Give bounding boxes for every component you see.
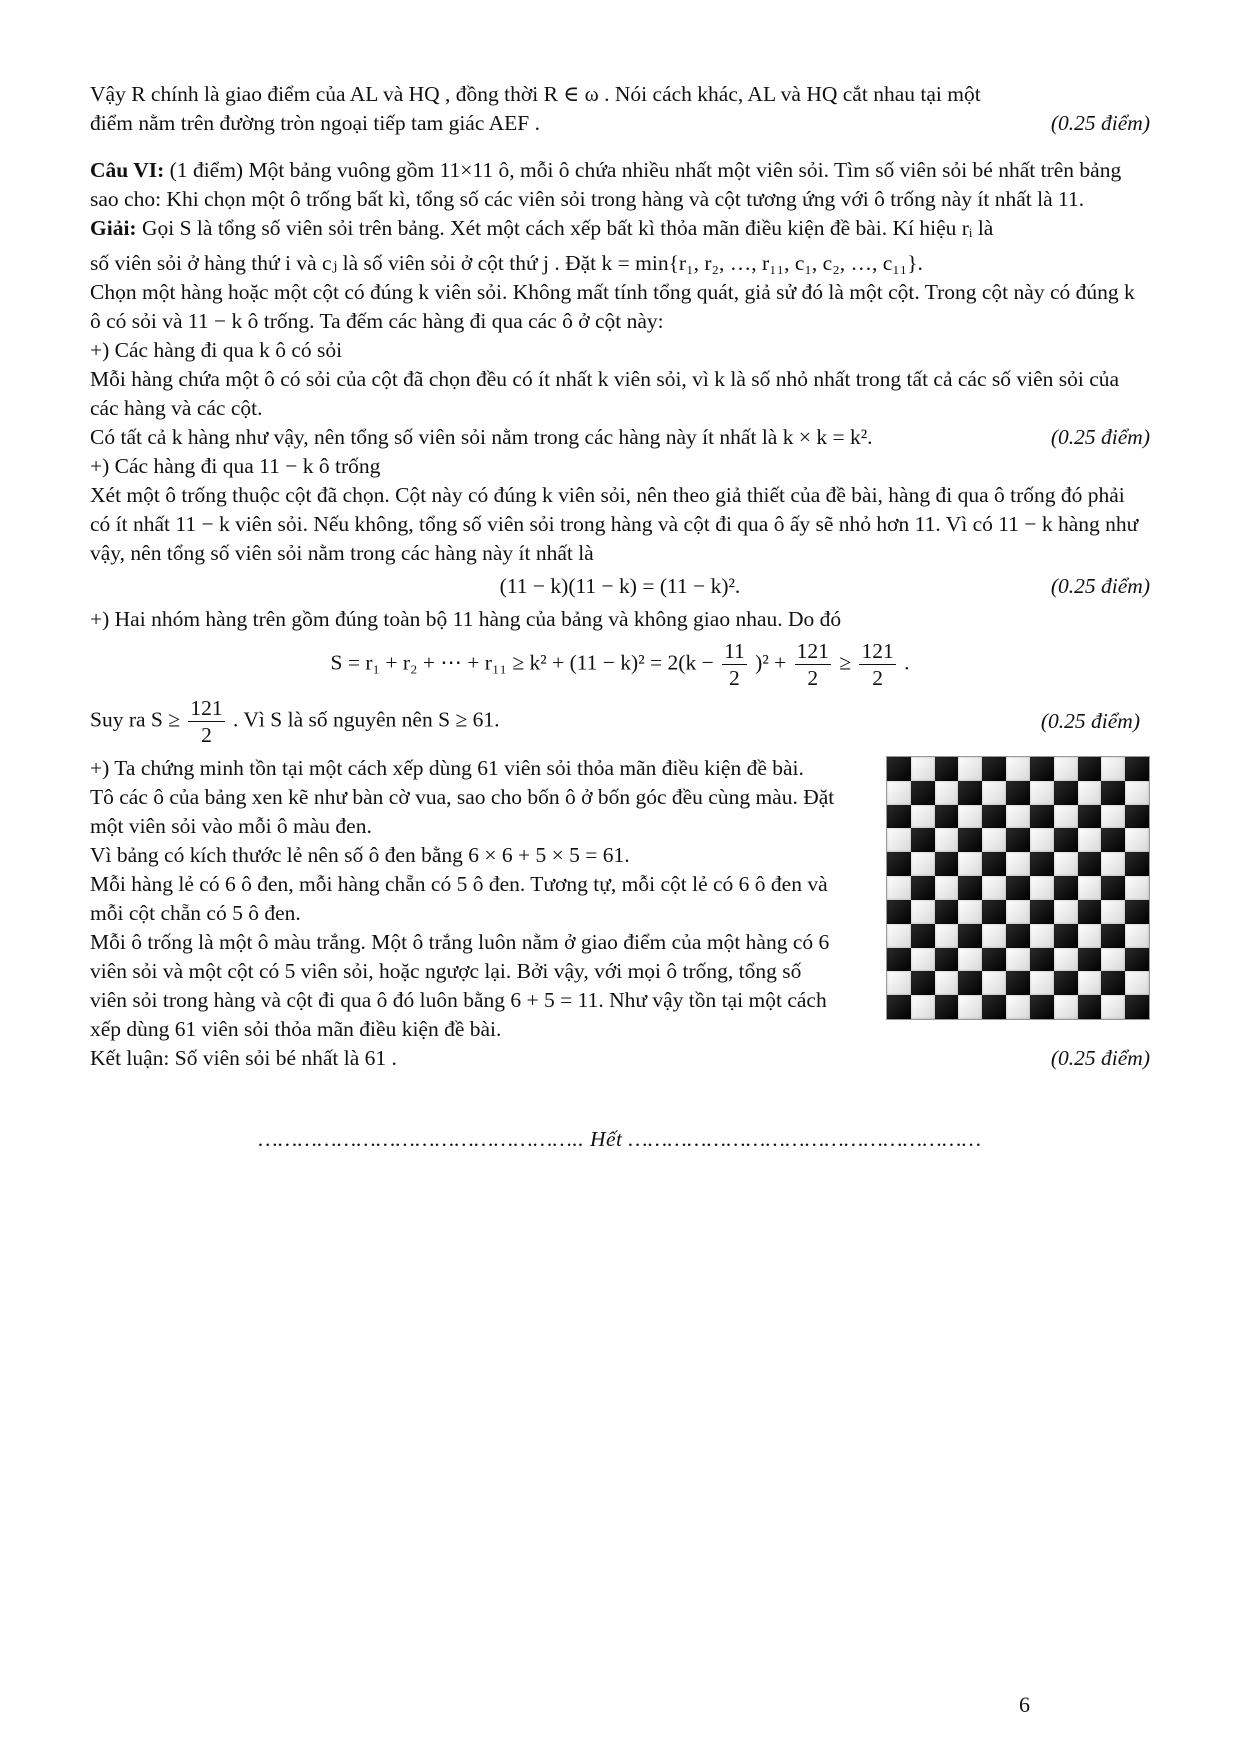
solution-p5: Mỗi hàng chứa một ô có sỏi của cột đã chọn đều có ít nhất k viên sỏi, vì k là số nhỏ nhất trong tất cả các số viên sỏi của các hàng và các cột. [90, 367, 1120, 420]
black-cell [958, 971, 982, 995]
white-cell [1006, 948, 1030, 972]
fraction-denominator: 2 [872, 666, 883, 690]
black-cell [935, 805, 959, 829]
equation-2-ge: ≥ [839, 650, 852, 675]
solution-p7: +) Các hàng đi qua 11 − k ô trống [90, 454, 381, 478]
black-cell [1125, 995, 1149, 1019]
white-cell [1030, 876, 1054, 900]
black-cell [1030, 900, 1054, 924]
white-cell [982, 828, 1006, 852]
black-cell [1006, 971, 1030, 995]
construction-section [90, 754, 1150, 1044]
white-cell [1054, 852, 1078, 876]
fraction-numerator: 121 [861, 639, 894, 663]
fraction-121-over-2-b [859, 638, 895, 691]
black-cell [1101, 924, 1125, 948]
document-page [90, 80, 1150, 1154]
solution-label: Giải: [90, 216, 137, 240]
white-cell [1054, 948, 1078, 972]
solution-p10-a: Suy ra S ≥ [90, 707, 181, 732]
black-cell [958, 828, 982, 852]
solution-p10-b: . Vì S là số nguyên nên S ≥ 61. [233, 707, 500, 732]
black-cell [1078, 948, 1102, 972]
black-cell [911, 971, 935, 995]
equation-1: (11 − k)(11 − k) = (11 − k)². [499, 574, 741, 598]
solution-p15: Mỗi ô trống là một ô màu trắng. Một ô trắng luôn nằm ở giao điểm của một hàng có 6 viên sỏi và một cột có 5 viên sỏi, hoặc ngược lại. Bởi vậy, với mọi ô trống, tổng số viên sỏi trong hàng và cột đi qua ô đó luôn bằng 6 + 5 = 11. Như vậy tồn tại một cách xếp dùng 61 viên sỏi thỏa mãn điều kiện đề bài. [90, 930, 830, 1041]
checkerboard-figure [886, 756, 1150, 1020]
white-cell [958, 995, 982, 1019]
white-cell [1030, 781, 1054, 805]
white-cell [1054, 995, 1078, 1019]
black-cell [1030, 948, 1054, 972]
white-cell [887, 876, 911, 900]
white-cell [982, 924, 1006, 948]
black-cell [1054, 781, 1078, 805]
fraction-11-over-2 [722, 638, 747, 691]
black-cell [935, 948, 959, 972]
black-cell [1125, 948, 1149, 972]
white-cell [935, 971, 959, 995]
solution-p4: +) Các hàng đi qua k ô có sỏi [90, 338, 343, 362]
white-cell [887, 828, 911, 852]
black-cell [887, 757, 911, 781]
black-cell [1054, 876, 1078, 900]
conclusion: Kết luận: Số viên sỏi bé nhất là 61 . [90, 1046, 397, 1070]
white-cell [911, 995, 935, 1019]
white-cell [1054, 900, 1078, 924]
solution-p10-row [90, 695, 1150, 748]
white-cell [1125, 971, 1149, 995]
black-cell [1078, 852, 1102, 876]
fraction-121-over-2 [795, 638, 831, 691]
black-cell [935, 852, 959, 876]
black-cell [1101, 828, 1125, 852]
solution-p6-points: (0.25 điểm) [1050, 425, 1150, 449]
black-cell [887, 948, 911, 972]
white-cell [982, 876, 1006, 900]
equation-2-end: . [904, 650, 910, 675]
equation-1-row [90, 572, 1150, 601]
equation-1-points: (0.25 điểm) [1050, 574, 1150, 598]
white-cell [911, 757, 935, 781]
black-cell [1078, 995, 1102, 1019]
white-cell [958, 852, 982, 876]
black-cell [982, 757, 1006, 781]
solution-p13: Vì bảng có kích thước lẻ nên số ô đen bằng 6 × 6 + 5 × 5 = 61. [90, 843, 630, 867]
black-cell [982, 948, 1006, 972]
equation-2-mid: )² + [755, 650, 787, 675]
conclusion-points: (0.25 điểm) [1050, 1046, 1150, 1070]
question-vi [90, 156, 1150, 214]
black-cell [935, 995, 959, 1019]
white-cell [1006, 995, 1030, 1019]
white-cell [911, 852, 935, 876]
black-cell [887, 805, 911, 829]
black-cell [1078, 900, 1102, 924]
black-cell [1030, 852, 1054, 876]
black-cell [1101, 876, 1125, 900]
black-cell [1030, 995, 1054, 1019]
solution-p9: +) Hai nhóm hàng trên gồm đúng toàn bộ 11 hàng của bảng và không giao nhau. Do đó [90, 607, 842, 631]
white-cell [887, 971, 911, 995]
solution-p1 [90, 214, 1150, 243]
black-cell [1030, 805, 1054, 829]
solution-p1-text: Gọi S là tổng số viên sỏi trên bảng. Xét một cách xếp bất kì thỏa mãn điều kiện đề bài. Kí hiệu rᵢ là [141, 216, 994, 240]
black-cell [982, 852, 1006, 876]
white-cell [935, 924, 959, 948]
equation-2-left: S = r₁ + r₂ + ⋯ + r₁₁ ≥ k² + (11 − k)² = 2(k − [330, 650, 714, 675]
black-cell [1006, 781, 1030, 805]
white-cell [1101, 852, 1125, 876]
black-cell [1101, 781, 1125, 805]
black-cell [1101, 971, 1125, 995]
white-cell [1101, 805, 1125, 829]
white-cell [1125, 924, 1149, 948]
fraction-numerator: 121 [796, 639, 829, 663]
white-cell [982, 971, 1006, 995]
white-cell [1006, 852, 1030, 876]
white-cell [1125, 781, 1149, 805]
white-cell [911, 948, 935, 972]
solution-p6: Có tất cả k hàng như vậy, nên tổng số viên sỏi nằm trong các hàng này ít nhất là k × k = k². [90, 425, 873, 449]
black-cell [1125, 805, 1149, 829]
black-cell [935, 757, 959, 781]
white-cell [935, 876, 959, 900]
solution-p10-points: (0.25 điểm) [1040, 709, 1140, 733]
question-text: (1 điểm) Một bảng vuông gồm 11×11 ô, mỗi ô chứa nhiều nhất một viên sỏi. Tìm số viên sỏi bé nhất trên bảng sao cho: Khi chọn một ô trống bất kì, tổng số các viên sỏi trong hàng và cột tương ứng với ô trống này ít nhất là 11. [90, 158, 1122, 211]
white-cell [935, 828, 959, 852]
fraction-numerator: 121 [190, 696, 223, 720]
black-cell [1054, 924, 1078, 948]
solution-p8: Xét một ô trống thuộc cột đã chọn. Cột này có đúng k viên sỏi, nên theo giả thiết của đề bài, hàng đi qua ô trống đó phải có ít nhất 11 − k viên sỏi. Nếu không, tổng số viên sỏi trong hàng và cột đi qua ô ấy sẽ nhỏ hơn 11. Vì có 11 − k hàng như vậy, nên tổng số viên sỏi nằm trong các hàng này ít nhất là [90, 483, 1139, 565]
fraction-denominator: 2 [807, 666, 819, 690]
end-marker: ………………………………………….. Hết ……………………………………………… [258, 1127, 982, 1151]
black-cell [1054, 828, 1078, 852]
intro-line-2: điểm nằm trên đường tròn ngoại tiếp tam giác AEF . [90, 111, 540, 135]
black-cell [1006, 828, 1030, 852]
black-cell [887, 900, 911, 924]
white-cell [1054, 757, 1078, 781]
intro-line-1: Vậy R chính là giao điểm của AL và HQ , đồng thời R ∈ ω . Nói cách khác, AL và HQ cắt nhau tại một [90, 82, 981, 106]
black-cell [1006, 924, 1030, 948]
solution-p10 [90, 695, 499, 748]
black-cell [887, 995, 911, 1019]
white-cell [1125, 828, 1149, 852]
white-cell [1101, 995, 1125, 1019]
black-cell [1030, 757, 1054, 781]
black-cell [958, 781, 982, 805]
white-cell [1078, 781, 1102, 805]
black-cell [1078, 757, 1102, 781]
white-cell [982, 781, 1006, 805]
black-cell [1125, 852, 1149, 876]
black-cell [1054, 971, 1078, 995]
question-label: Câu VI: [90, 158, 165, 182]
white-cell [1006, 757, 1030, 781]
intro-points: (0.25 điểm) [1050, 111, 1150, 135]
construction-text [90, 754, 838, 1044]
solution-p3: Chọn một hàng hoặc một cột có đúng k viên sỏi. Không mất tính tổng quát, giả sử đó là một cột. Trong cột này có đúng k ô có sỏi và 11 − k ô trống. Ta đếm các hàng đi qua các ô ở cột này: [90, 280, 1135, 333]
white-cell [1006, 805, 1030, 829]
white-cell [911, 900, 935, 924]
white-cell [958, 805, 982, 829]
solution-p14: Mỗi hàng lẻ có 6 ô đen, mỗi hàng chẵn có 5 ô đen. Tương tự, mỗi cột lẻ có 6 ô đen và mỗi cột chẵn có 5 ô đen. [90, 872, 828, 925]
white-cell [887, 781, 911, 805]
black-cell [1006, 876, 1030, 900]
black-cell [887, 852, 911, 876]
black-cell [911, 876, 935, 900]
white-cell [1125, 876, 1149, 900]
white-cell [958, 948, 982, 972]
fraction-121-over-2-c [188, 695, 224, 748]
fraction-denominator: 2 [201, 723, 212, 747]
white-cell [1101, 757, 1125, 781]
black-cell [958, 876, 982, 900]
white-cell [1006, 900, 1030, 924]
white-cell [1030, 828, 1054, 852]
black-cell [982, 995, 1006, 1019]
black-cell [911, 781, 935, 805]
white-cell [1101, 900, 1125, 924]
solution-p2: số viên sỏi ở hàng thứ i và cⱼ là số viên sỏi ở cột thứ j . Đặt k = min{r₁, r₂, …, r₁₁, c₁, c₂, …, c₁₁}. [90, 251, 923, 275]
black-cell [911, 828, 935, 852]
black-cell [1125, 757, 1149, 781]
fraction-numerator: 11 [724, 639, 745, 663]
white-cell [958, 757, 982, 781]
black-cell [911, 924, 935, 948]
white-cell [1030, 924, 1054, 948]
white-cell [1078, 971, 1102, 995]
black-cell [1125, 900, 1149, 924]
white-cell [1030, 971, 1054, 995]
white-cell [1078, 876, 1102, 900]
black-cell [982, 900, 1006, 924]
black-cell [1078, 805, 1102, 829]
white-cell [1054, 805, 1078, 829]
white-cell [1078, 924, 1102, 948]
black-cell [958, 924, 982, 948]
white-cell [958, 900, 982, 924]
white-cell [935, 781, 959, 805]
white-cell [887, 924, 911, 948]
white-cell [911, 805, 935, 829]
black-cell [935, 900, 959, 924]
white-cell [1078, 828, 1102, 852]
fraction-denominator: 2 [729, 666, 740, 690]
solution-p12: Tô các ô của bảng xen kẽ như bàn cờ vua, sao cho bốn ô ở bốn góc đều cùng màu. Đặt một viên sỏi vào mỗi ô màu đen. [90, 785, 835, 838]
page-number: 6 [1019, 1692, 1030, 1717]
equation-2 [90, 638, 1150, 691]
white-cell [1101, 948, 1125, 972]
black-cell [982, 805, 1006, 829]
solution-p11: +) Ta chứng minh tồn tại một cách xếp dùng 61 viên sỏi thỏa mãn điều kiện đề bài. [90, 756, 804, 780]
